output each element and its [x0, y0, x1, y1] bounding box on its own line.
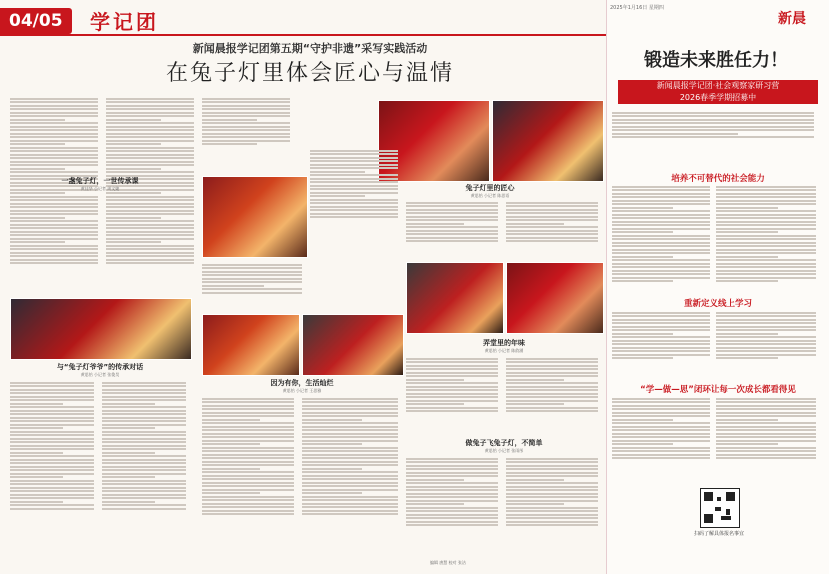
body-column [406, 456, 502, 556]
article-photo [202, 314, 300, 376]
body-column [506, 356, 602, 436]
section-title: 学记团 [90, 10, 159, 34]
body-column [506, 456, 602, 556]
panel-section-heading: “学—做—思”闭环让每一次成长都看得见 [640, 385, 796, 395]
article-title: 一盏兔子灯，一世传承课 [61, 177, 139, 185]
page-number-tag: 04/05 [0, 8, 72, 34]
body-column [10, 194, 102, 294]
article-byline: 黄思怡 小记者 王思雅 [282, 388, 322, 393]
page-date: 2025年1月16日 星期四 [610, 5, 664, 11]
panel-banner [618, 80, 818, 104]
panel-section-heading: 重新定义线上学习 [683, 299, 752, 309]
panel-body [716, 396, 820, 486]
article-photo [506, 262, 604, 334]
banner-line-2: 2026春季学期招募中 [679, 93, 757, 102]
article-byline: 黄思怡 小记者 张俊昊 [80, 372, 120, 377]
article-title: 因为有你，生活灿烂 [270, 379, 334, 387]
body-column [106, 194, 198, 294]
article-title: 与“兔子灯爷爷”的传承对话 [56, 363, 144, 371]
body-column [102, 380, 190, 566]
body-column [202, 262, 306, 310]
qr-code[interactable] [700, 488, 740, 528]
body-column [310, 148, 402, 248]
banner-line-1: 新闻晨报学记团·社会观察家研习营 [656, 81, 780, 90]
body-column [506, 200, 602, 260]
main-headline: 在兔子灯里体会匠心与温情 [165, 61, 454, 86]
subheadline: 新闻晨报学记团第五期“守护非遗”采写实践活动 [192, 42, 428, 55]
article-photo [302, 314, 404, 376]
body-column [202, 396, 298, 566]
article-byline: 黄思怡 小记者 陈韵涵 [484, 348, 524, 353]
panel-body [612, 310, 714, 380]
article-byline: 黄思怡 小记者 陈思语 [470, 193, 510, 198]
article-title: 做兔子飞兔子灯，不简单 [465, 439, 543, 447]
qr-caption: 扫码了解具体报名事宜 [693, 531, 744, 537]
panel-title: 锻造未来胜任力！ [644, 50, 788, 71]
article-photo [202, 176, 308, 258]
panel-section-heading: 培养不可替代的社会能力 [671, 174, 765, 184]
article-byline: 黄佳华 小记者 周文婕 [80, 186, 120, 191]
body-column [406, 200, 502, 260]
article-photo [492, 100, 604, 182]
article-photo [406, 262, 504, 334]
article-byline: 黄思怡 小记者 张雨彤 [484, 448, 524, 453]
body-column [406, 356, 502, 436]
masthead-logo: 新晨 [778, 11, 806, 27]
article-title: 弄堂里的年味 [483, 339, 525, 347]
body-column [302, 396, 402, 566]
panel-body [612, 110, 822, 150]
article-title: 兔子灯里的匠心 [465, 184, 515, 192]
editor-signoff: 编辑 唐慧 校对 张洁 [430, 560, 466, 565]
article-photo [10, 298, 192, 360]
body-column [202, 96, 294, 166]
body-column [10, 380, 98, 566]
panel-body [716, 310, 820, 380]
panel-body [612, 396, 714, 486]
